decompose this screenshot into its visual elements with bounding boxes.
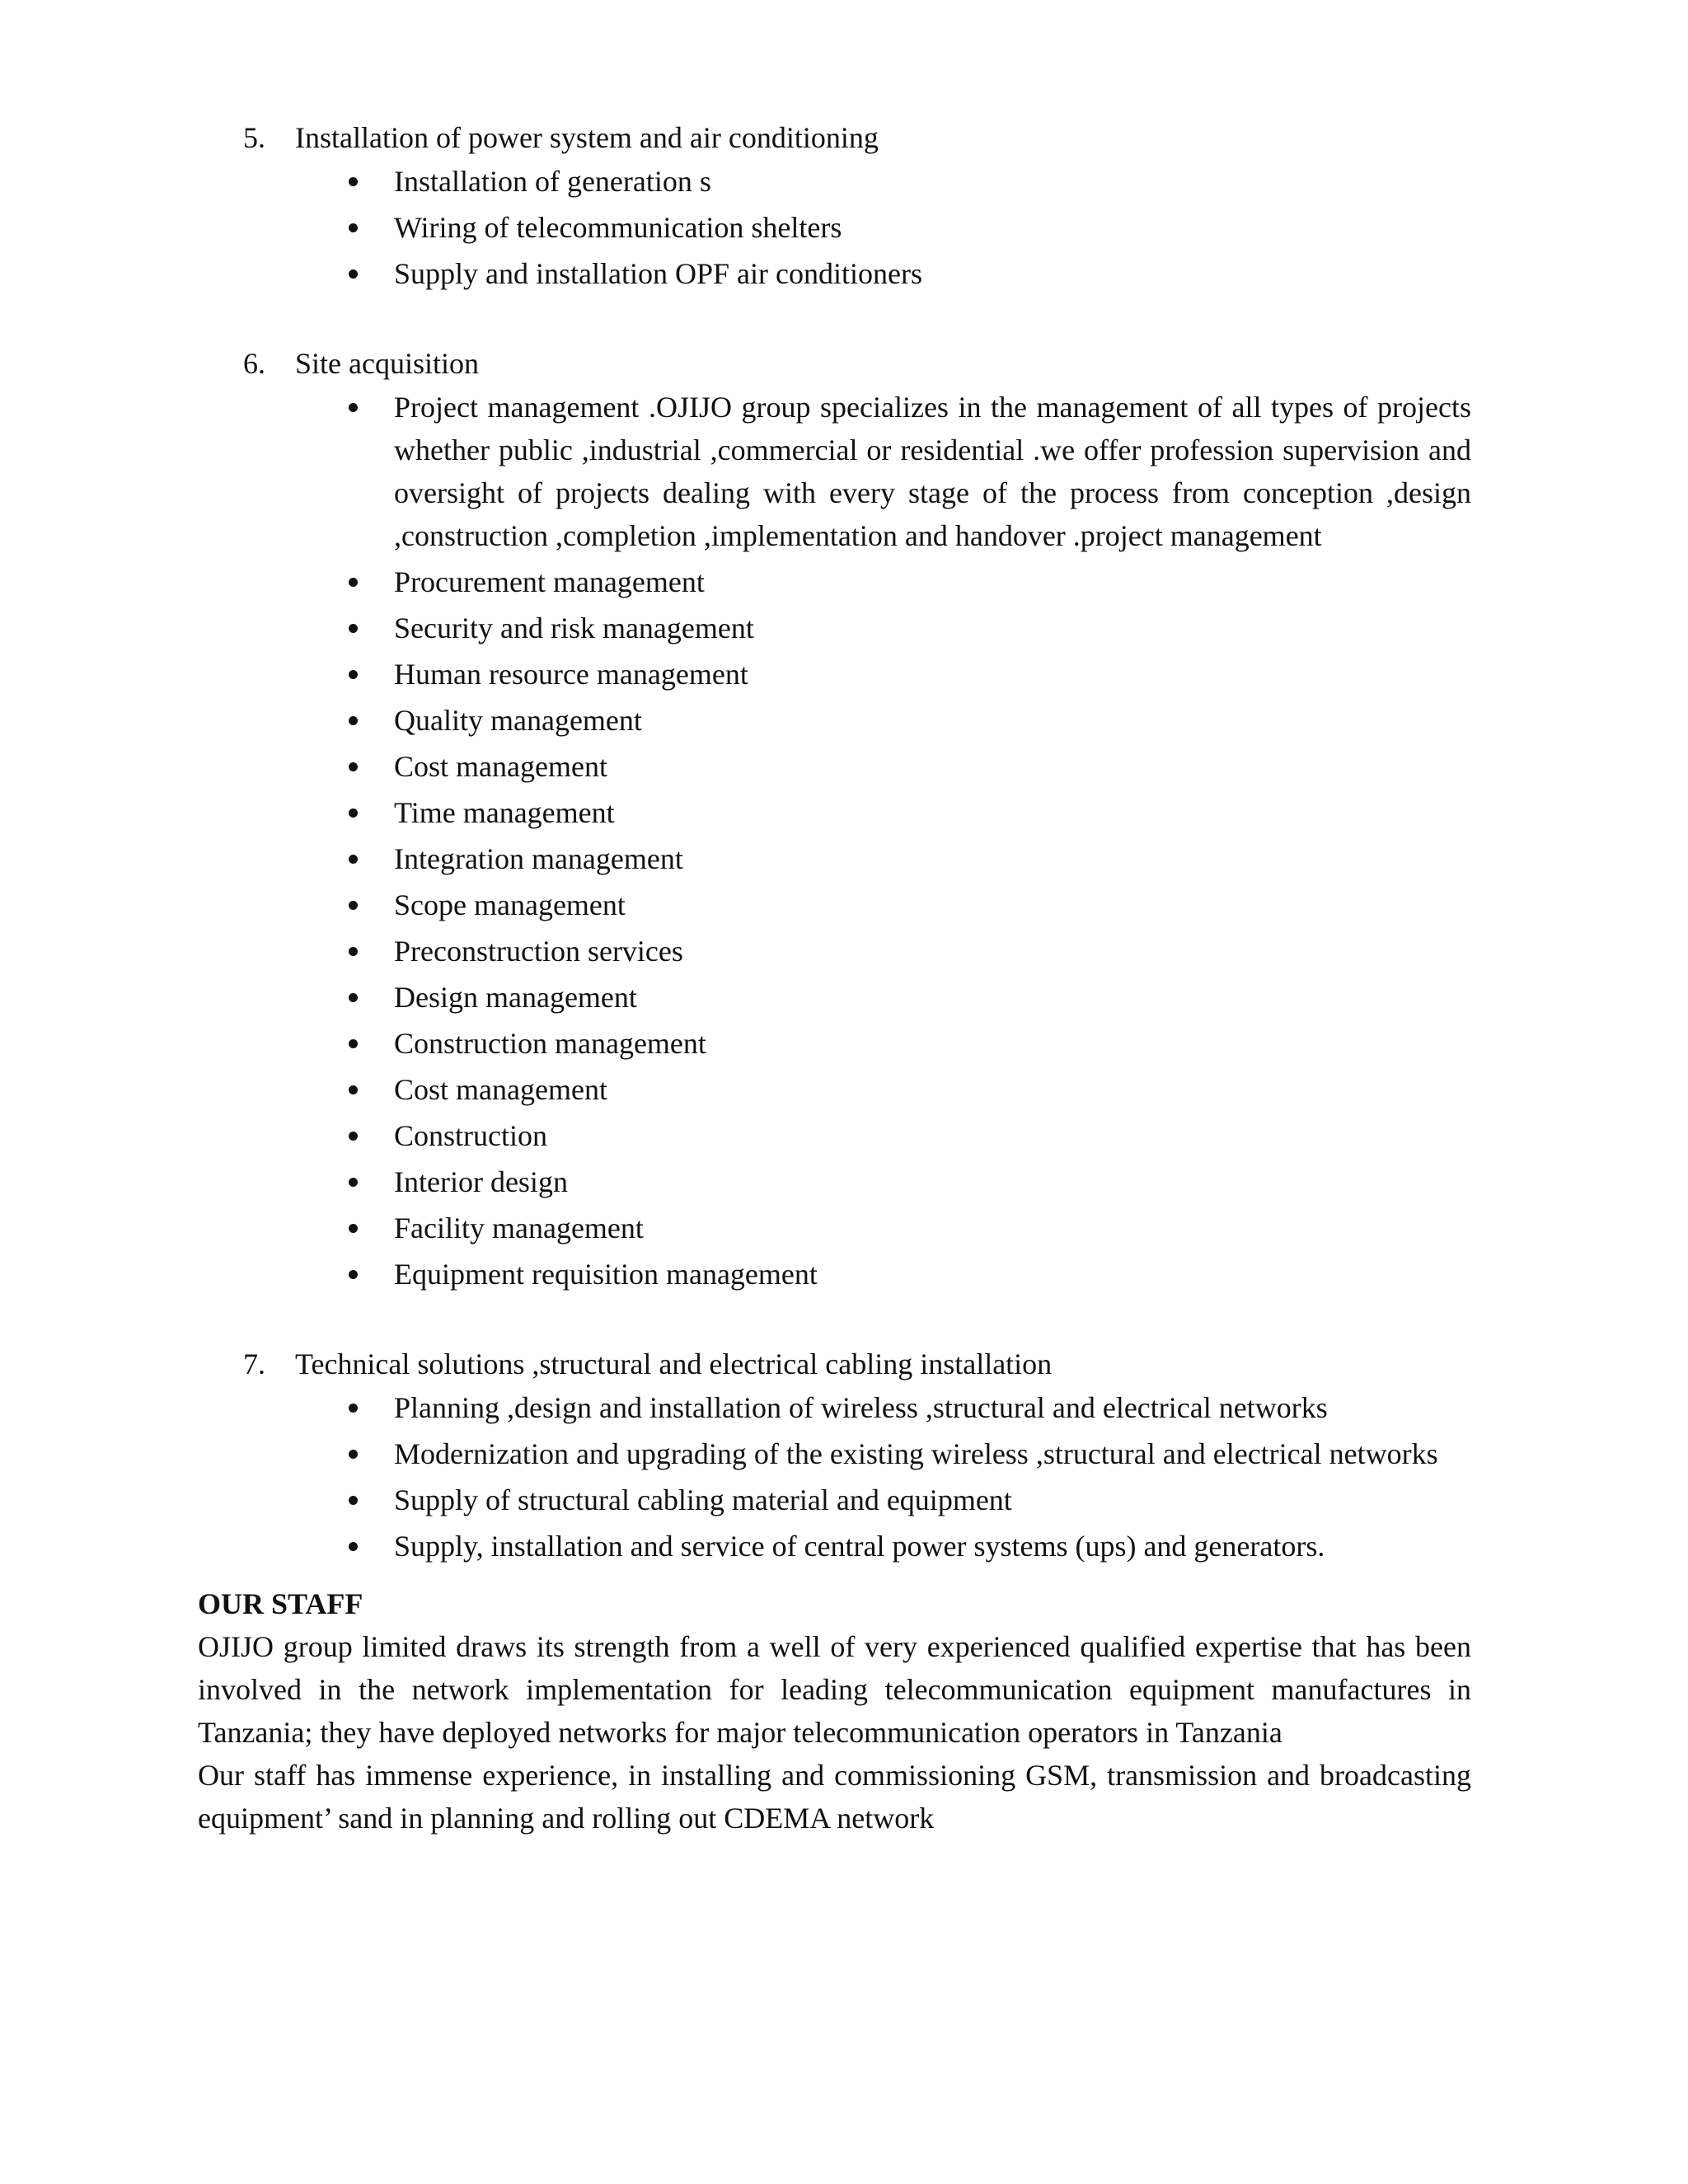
bullet-icon <box>349 1039 358 1048</box>
list-item-text: Quality management <box>394 704 642 737</box>
list-item <box>198 386 1471 557</box>
staff-paragraph: Our staff has immense experience, in installing and commissioning GSM, transmission and broadcasting equipment’ sand in planning and rolling out CDEMA network <box>198 1759 1471 1835</box>
bullet-icon <box>349 1270 358 1279</box>
list-item <box>198 206 1471 249</box>
list-item <box>198 976 1471 1019</box>
bullet-icon <box>349 993 358 1002</box>
bullet-list <box>198 1386 1471 1568</box>
bullet-icon <box>349 901 358 910</box>
list-item <box>198 1068 1471 1111</box>
list-item <box>198 1207 1471 1249</box>
bullet-icon <box>349 762 358 771</box>
list-item-text: Design management <box>394 981 637 1014</box>
list-item-text: Equipment requisition management <box>394 1258 818 1291</box>
list-item <box>198 1022 1471 1065</box>
list-item-text: Preconstruction services <box>394 935 683 968</box>
section-title: Site acquisition <box>295 347 479 380</box>
list-item-text: Wiring of telecommunication shelters <box>394 211 842 244</box>
section-number: 5. <box>243 121 265 154</box>
list-item <box>198 791 1471 834</box>
list-item <box>198 1253 1471 1296</box>
list-item-text: Human resource management <box>394 658 748 691</box>
section-heading <box>198 115 1471 160</box>
list-item <box>198 1525 1471 1568</box>
list-item-text: Cost management <box>394 750 607 783</box>
list-item <box>198 607 1471 649</box>
bullet-icon <box>349 624 358 633</box>
list-item-text: Construction <box>394 1119 547 1152</box>
section-number: 6. <box>243 347 265 380</box>
list-item-text: Modernization and upgrading of the existing wireless ,structural and electrical networks <box>394 1437 1438 1470</box>
bullet-icon <box>349 670 358 679</box>
section-heading <box>198 1342 1471 1386</box>
list-item <box>198 653 1471 696</box>
list-item <box>198 745 1471 788</box>
list-item-text: Cost management <box>394 1073 607 1106</box>
list-item-text: Time management <box>394 796 615 829</box>
section-title: Technical solutions ,structural and electrical cabling installation <box>295 1347 1053 1380</box>
bullet-icon <box>349 855 358 864</box>
list-item-text: Supply, installation and service of central power systems (ups) and generators. <box>394 1530 1325 1563</box>
bullet-icon <box>349 177 358 186</box>
section-number: 7. <box>243 1347 265 1380</box>
list-item-text: Project management .OJIJO group specializes in the management of all types of projects whether public ,industrial ,commercial or residential .we offer profession supervision and oversight of projects dealing with every stage of the process from conception ,design ,construction ,completion ,implementation and handover .project management <box>394 391 1471 552</box>
list-item <box>198 699 1471 742</box>
list-item <box>198 883 1471 926</box>
list-item <box>198 160 1471 203</box>
list-item-text: Interior design <box>394 1165 568 1198</box>
list-item-text: Construction management <box>394 1027 706 1060</box>
staff-paragraph: OJIJO group limited draws its strength from a well of very experienced qualified expertise that has been involved in the network implementation for leading telecommunication equipment manufactures in Tanzania; they have deployed networks for major telecommunication operators in Tanzania <box>198 1630 1471 1749</box>
bullet-icon <box>349 1542 358 1551</box>
list-item <box>198 930 1471 972</box>
bullet-icon <box>349 578 358 587</box>
list-item-text: Scope management <box>394 888 626 921</box>
bullet-icon <box>349 808 358 818</box>
list-item <box>198 837 1471 880</box>
bullet-icon <box>349 1085 358 1094</box>
bullet-icon <box>349 716 358 725</box>
list-item <box>198 1160 1471 1203</box>
list-item <box>198 1432 1471 1475</box>
list-item-text: Installation of generation s <box>394 165 711 198</box>
list-item-text: Security and risk management <box>394 612 754 644</box>
section-heading <box>198 341 1471 386</box>
list-item <box>198 1479 1471 1521</box>
bullet-icon <box>349 1224 358 1233</box>
document-page <box>198 115 1471 1840</box>
bullet-icon <box>349 1178 358 1187</box>
list-item <box>198 252 1471 295</box>
list-item <box>198 1114 1471 1157</box>
bullet-list <box>198 386 1471 1296</box>
bullet-icon <box>349 269 358 279</box>
staff-heading: OUR STAFF <box>198 1587 363 1620</box>
list-item <box>198 560 1471 603</box>
bullet-icon <box>349 1132 358 1141</box>
list-item <box>198 1386 1471 1429</box>
list-item-text: Integration management <box>394 842 683 875</box>
bullet-icon <box>349 1404 358 1413</box>
list-item-text: Supply and installation OPF air conditioners <box>394 257 922 290</box>
bullet-icon <box>349 947 358 956</box>
section-title: Installation of power system and air conditioning <box>295 121 879 154</box>
list-item-text: Procurement management <box>394 565 705 598</box>
bullet-icon <box>349 223 358 232</box>
bullet-list <box>198 160 1471 295</box>
bullet-icon <box>349 1450 358 1459</box>
list-item-text: Facility management <box>394 1212 644 1244</box>
list-item-text: Planning ,design and installation of wireless ,structural and electrical networks <box>394 1391 1328 1424</box>
list-item-text: Supply of structural cabling material and equipment <box>394 1483 1012 1516</box>
bullet-icon <box>349 1496 358 1505</box>
bullet-icon <box>349 403 358 412</box>
